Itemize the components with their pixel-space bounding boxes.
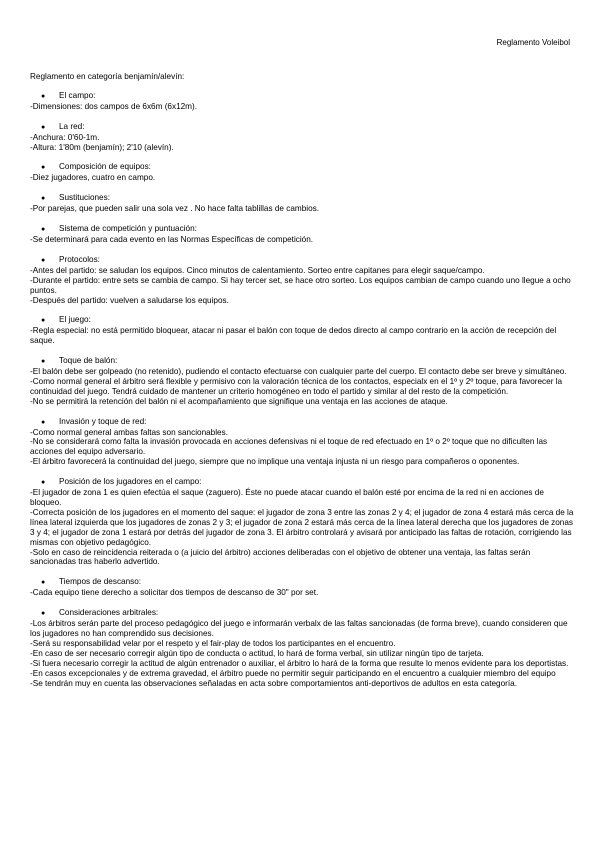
rule-line: -Por parejas, que pueden salir una sola vez . No hace falta tablillas de cambios.: [30, 204, 320, 214]
rule-line: -Correcta posición de los jugadores en el momento del saque: el jugador de zona 3 entre las zonas 2 y 4; el jugador de zona 4 estará más cerca de la línea lateral izquierda que los jugadores de zonas 2 y 3; el jugador de zona 2 estará más cerca de la línea lateral derecha que los jugadores de zonas 3 y 4; el jugador de zona 1 estará por detrás del jugador de zona 3. El árbitro controlará y avisará por anticipado las faltas de rotación, corrigiendo las mismas con objetivo pedagógico.: [30, 507, 574, 547]
section-title: Invasión y toque de red:: [59, 416, 147, 426]
rule-line: -No se permitirá la retención del balón ni el acompañamiento que signifique una ventaja en las acciones de ataque.: [30, 396, 448, 406]
rule-line: -Como normal general ambas faltas son sancionables.: [30, 427, 228, 437]
section-title: La red:: [59, 121, 85, 131]
section-heading: [30, 477, 575, 488]
page-header: Reglamento Voleibol: [496, 38, 570, 47]
section: [30, 255, 575, 306]
rule-line: -Solo en caso de reincidencia reiterada o (a juicio del árbitro) acciones deliberadas con el objetivo de obtener una ventaja, las faltas serán sancionadas tras haberlo advertido.: [30, 547, 531, 567]
section-heading: [30, 577, 575, 588]
section: [30, 315, 575, 346]
bullet-icon: ●: [41, 317, 46, 325]
document-body: [30, 72, 575, 698]
section-title: Sistema de competición y puntuación:: [59, 224, 197, 234]
bullet-icon: ●: [41, 92, 46, 100]
section-title: Toque de balón:: [59, 356, 118, 366]
rule-line: -En casos excepcionales y de extrema gravedad, el árbitro puede no permitir seguir participando en el encuentro a cualquier miembro del equipo: [30, 668, 556, 678]
rule-line: -Se tendrán muy en cuenta las observaciones señaladas en acta sobre comportamientos anti-deportivos de adultos en esta categoría.: [30, 678, 517, 688]
section-title: Composición de equipos:: [59, 162, 151, 172]
rule-line: -No se considerará como falta la invasión provocada en acciones defensivas ni el toque de red efectuado en 1º o 2º toque que no dificulten las acciones del equipo adversario.: [30, 437, 548, 457]
section: [30, 91, 575, 112]
section-heading: [30, 193, 575, 204]
section-heading: [30, 122, 575, 133]
bullet-icon: ●: [41, 479, 46, 487]
rule-line: -El jugador de zona 1 es quien efectúa el saque (zaguero). Éste no puede atacar cuando el balón esté por encima de la red ni en acciones de bloqueo.: [30, 488, 544, 507]
bullet-icon: ●: [41, 579, 46, 587]
rule-line: -Regla especial: no está permitido bloquear, atacar ni pasar el balón con toque de dedos directo al campo contrario en la acción de recepción del saque.: [30, 326, 557, 346]
section-heading: [30, 91, 575, 102]
bullet-icon: ●: [41, 195, 46, 203]
section: [30, 356, 575, 407]
bullet-icon: ●: [41, 164, 46, 172]
section: [30, 224, 575, 245]
document-title: Reglamento en categoría benjamín/alevín:: [30, 72, 185, 81]
rule-line: -Anchura: 0'60-1m.: [30, 132, 100, 142]
section: [30, 417, 575, 468]
rule-line: -Los árbitros serán parte del proceso pedagógico del juego e informarán verbalx de las faltas sancionadas (de forma breve), cuando consideren que los jugadores no han comprendido sus decisiones.: [30, 619, 568, 638]
rule-line: -Después del partido: vuelven a saludarse los equipos.: [30, 295, 229, 305]
section-heading: [30, 255, 575, 266]
rule-line: -Durante el partido: entre sets se cambia de campo. Si hay tercer set, se hace otro sorteo. Los equipos cambian de campo cuando uno llegue a ocho puntos.: [30, 275, 571, 295]
rule-line: -Antes del partido: se saludan los equipos. Cinco minutos de calentamiento. Sorteo entre capitanes para elegir saque/campo.: [30, 265, 485, 275]
bullet-icon: ●: [41, 418, 46, 426]
rule-line: -Como normal general el árbitro será flexible y permisivo con la valoración técnica de los contactos, especialx en el 1º y 2º toque, para favorecer la continuidad del juego. Tendrá cuidado de mantener un criterio homogéneo en todo el partido y similar al del resto de la competición.: [30, 376, 563, 396]
section: [30, 608, 575, 688]
rule-line: -Diez jugadores, cuatro en campo.: [30, 173, 156, 183]
section-title: Tiempos de descanso:: [59, 577, 142, 587]
section-title: El campo:: [59, 90, 96, 100]
bullet-icon: ●: [41, 610, 46, 618]
section-heading: [30, 315, 575, 326]
section: [30, 193, 575, 214]
section: [30, 477, 575, 567]
bullet-icon: ●: [41, 358, 46, 366]
bullet-icon: ●: [41, 226, 46, 234]
rule-line: -Se determinará para cada evento en las Normas Específicas de competición.: [30, 234, 314, 244]
section: [30, 577, 575, 598]
bullet-icon: ●: [41, 123, 46, 131]
section-heading: [30, 224, 575, 235]
rule-line: -Si fuera necesario corregir la actitud de algún entrenador o auxiliar, el árbitro lo hará de la forma que resulte lo menos evidente para los deportistas.: [30, 658, 569, 668]
section-heading: [30, 608, 575, 619]
bullet-icon: ●: [41, 256, 46, 264]
rule-line: -Será su responsabilidad velar por el respeto y el fair-play de todos los participantes en el encuentro.: [30, 638, 396, 648]
section-title: Consideraciones arbitrales:: [59, 608, 159, 618]
sections-list: [30, 91, 575, 689]
section-title: El juego:: [59, 315, 91, 325]
section-heading: [30, 417, 575, 428]
section-title: Sustituciones:: [59, 193, 110, 203]
rule-line: -En caso de ser necesario corregir algún tipo de conducta o actitud, lo hará de forma verbal, sin utilizar ningún tipo de tarjeta.: [30, 648, 484, 658]
section-title: Posición de los jugadores en el campo:: [59, 477, 202, 487]
section-heading: [30, 162, 575, 173]
section-heading: [30, 356, 575, 367]
section: [30, 122, 575, 153]
rule-line: -Cada equipo tiene derecho a solicitar dos tiempos de descanso de 30" por set.: [30, 588, 319, 598]
rule-line: -Altura: 1'80m (benjamín); 2'10 (alevín).: [30, 142, 174, 152]
rule-line: -El árbitro favorecerá la continuidad del juego, siempre que no implique una ventaja injusta ni un riesgo para compañeros o oponentes.: [30, 457, 520, 467]
section: [30, 162, 575, 183]
rule-line: -Dimensiones: dos campos de 6x6m (6x12m).: [30, 101, 198, 111]
section-title: Protocolos:: [59, 254, 100, 264]
rule-line: -El balón debe ser golpeado (no retenido), pudiendo el contacto efectuarse con cualquier parte del cuerpo. El contacto debe ser breve y simultáneo.: [30, 367, 567, 377]
